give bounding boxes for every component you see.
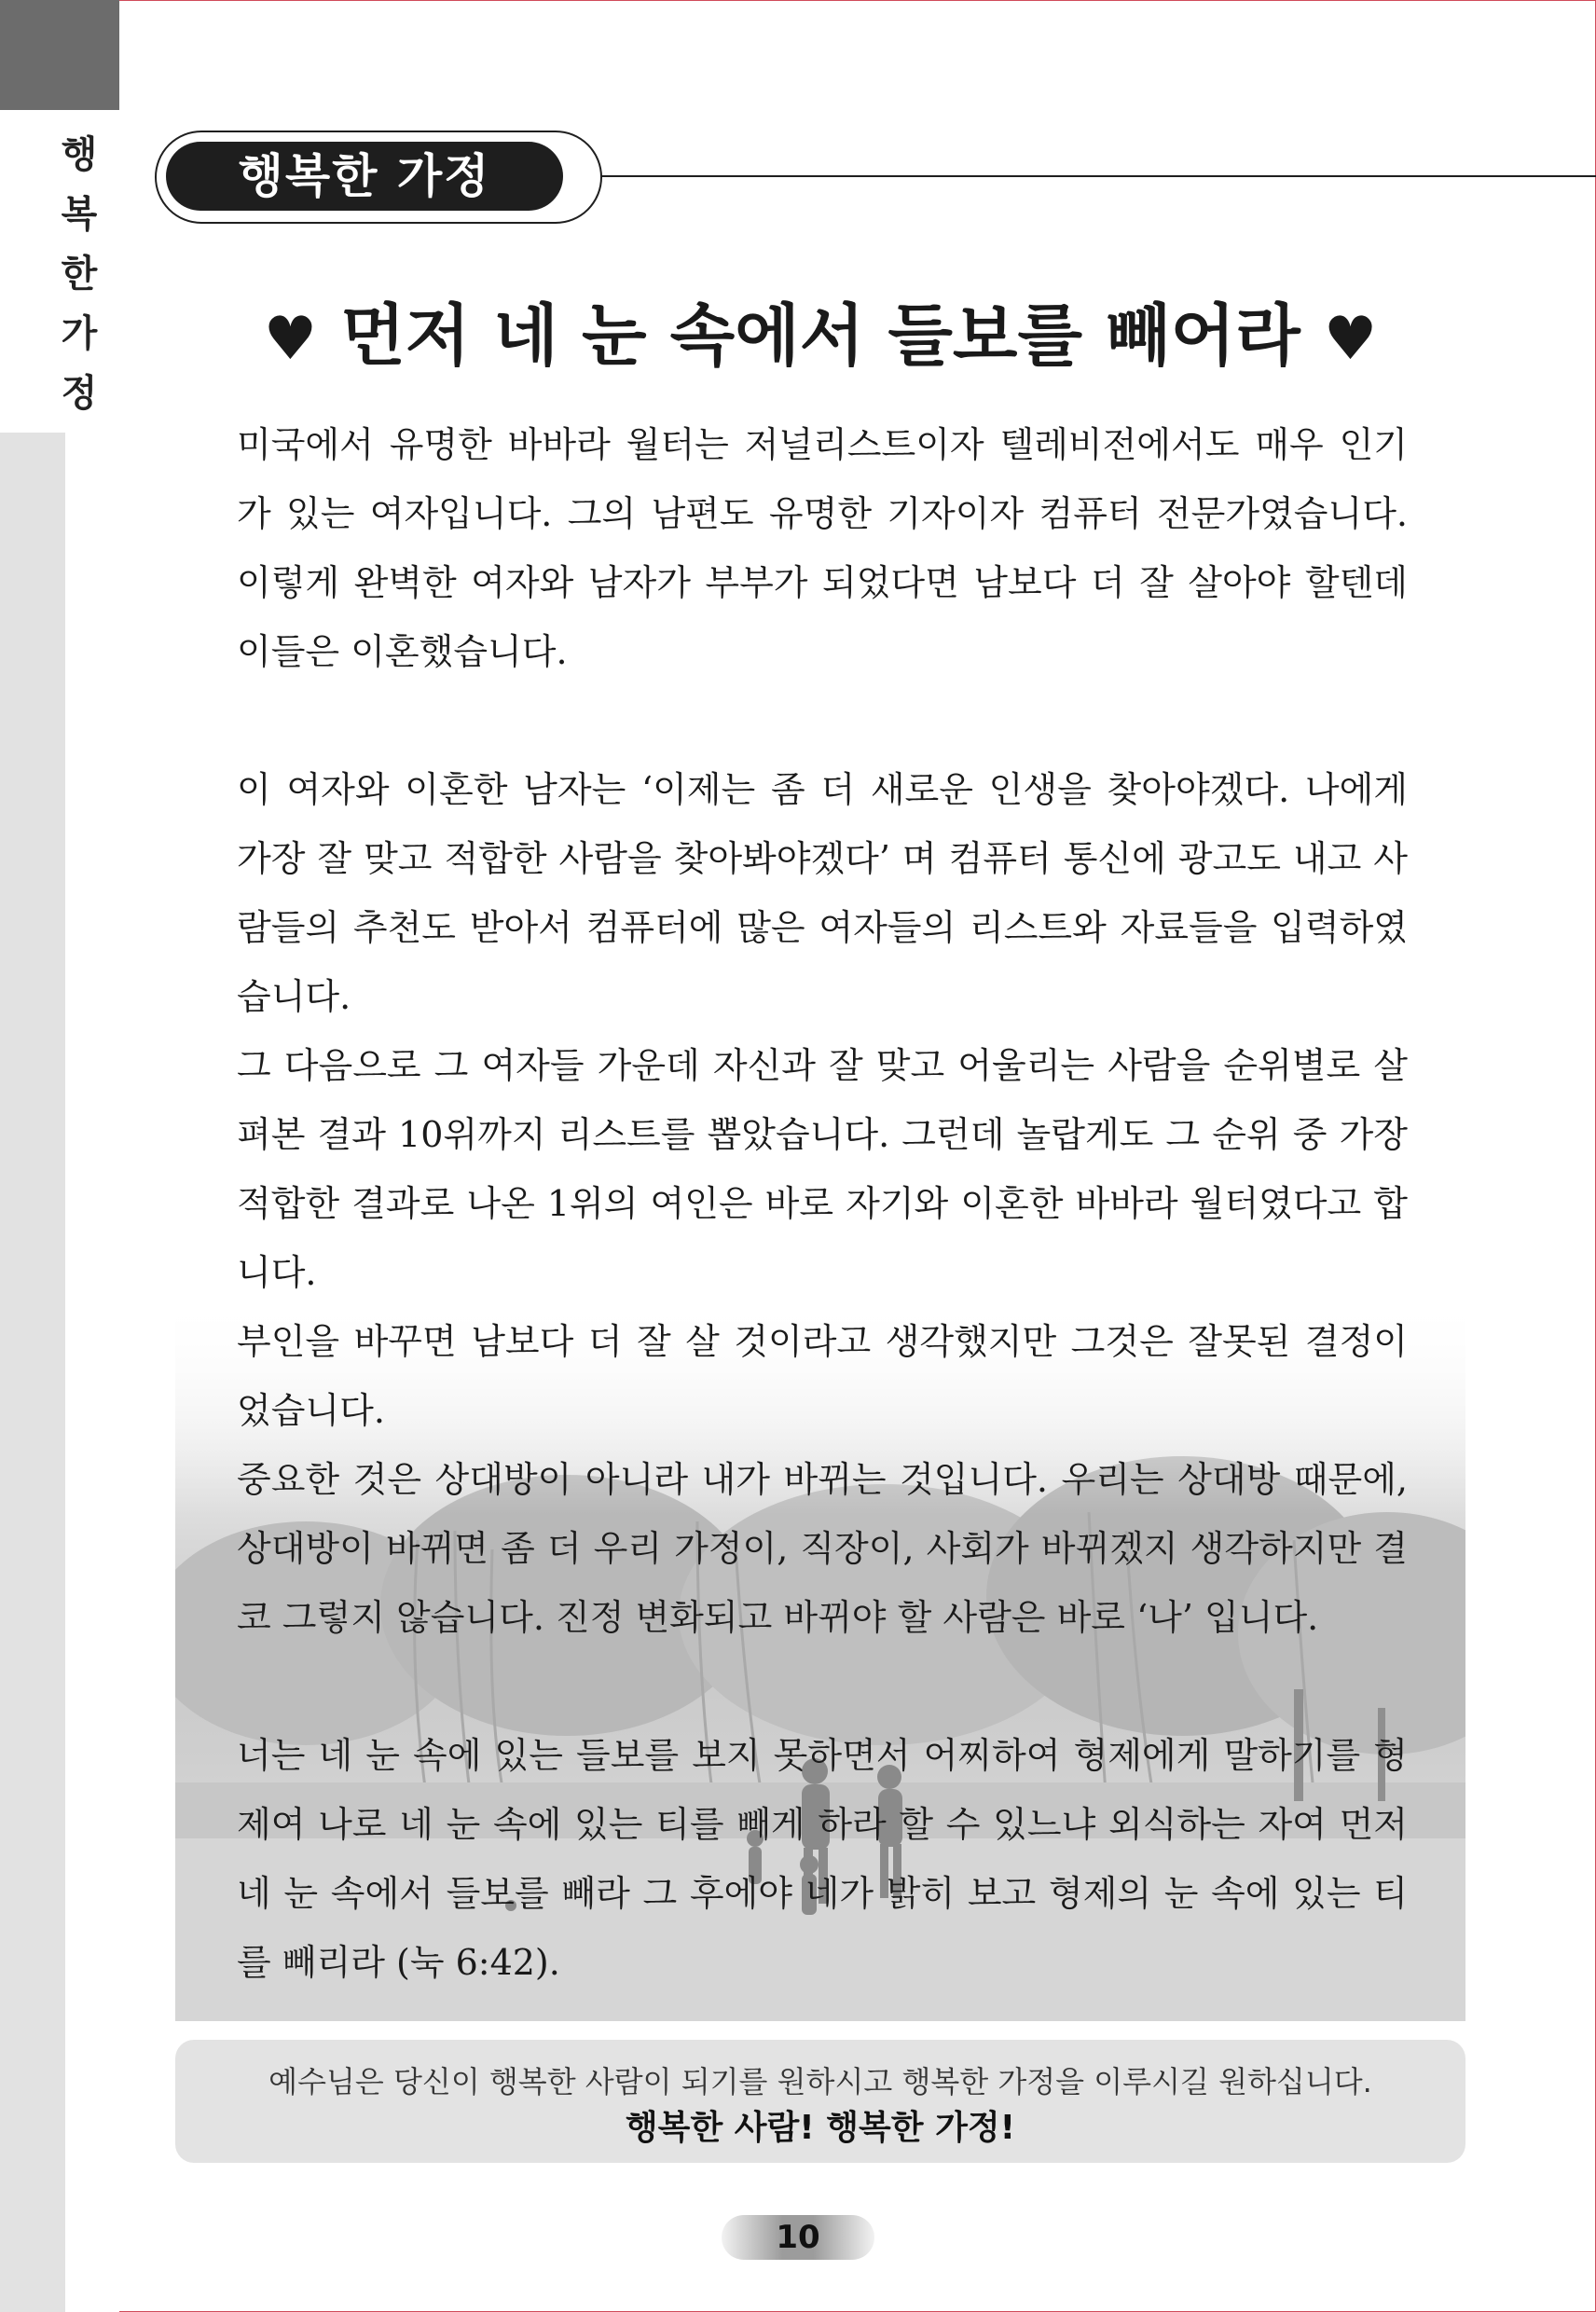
heart-icon-left: ♥ <box>263 305 318 374</box>
page-title <box>168 282 1473 378</box>
body-paragraph-1: 미국에서 유명한 바바라 월터는 저널리스트이자 텔레비전에서도 매우 인기가 있는 여자입니다. 그의 남편도 유명한 기자이자 컴퓨터 전문가였습니다. 이렇게 완벽한 여자와 남자가 부부가 되었다면 남보다 더 잘 살아야 할텐데 이들은 이혼했습니다. <box>237 424 1408 672</box>
header-rule <box>600 175 1596 177</box>
heart-icon-right: ♥ <box>1323 305 1378 374</box>
spine-top-block <box>0 0 119 110</box>
body-paragraph-2: 이 여자와 이혼한 남자는 ‘이제는 좀 더 새로운 인생을 찾아야겠다. 나에게 가장 잘 맞고 적합한 사람을 찾아봐야겠다’ 며 컴퓨터 통신에 광고도 내고 사람들의 추천도 받아서 컴퓨터에 많은 여자들의 리스트와 자료들을 입력하였습니다. <box>237 769 1408 1017</box>
footer-slogan: 행복한 사람! 행복한 가정! <box>625 2109 1016 2147</box>
spine-inner <box>65 433 119 2312</box>
page-number: 10 <box>722 2215 874 2260</box>
scripture-quote: 너는 네 눈 속에 있는 들보를 보지 못하면서 어찌하여 형제에게 말하기를 형제여 나로 네 눈 속에 있는 티를 빼게 하라 할 수 있느냐 외식하는 자여 먼저 네 눈 속에서 들보를 빼라 그 후에야 네가 밝히 보고 형제의 눈 속에 있는 티를 빼리라 (눅 6:42). <box>237 1735 1408 1983</box>
page-title-text: 먼저 네 눈 속에서 들보를 빼어라 <box>340 296 1300 375</box>
body-paragraph-4: 부인을 바꾸면 남보다 더 잘 살 것이라고 생각했지만 그것은 잘못된 결정이었습니다. <box>237 1321 1408 1431</box>
footer-message-box <box>175 2040 1465 2163</box>
sidebar-section-title: 행복한가정 <box>61 133 98 415</box>
footer-message: 예수님은 당신이 행복한 사람이 되기를 원하시고 행복한 가정을 이루시길 원하십니다. <box>268 2064 1372 2099</box>
paragraph-gap <box>237 1652 1408 1721</box>
header-section-label: 행복한 가정 <box>166 142 563 211</box>
article-body <box>237 410 1408 1997</box>
body-paragraph-3: 그 다음으로 그 여자들 가운데 자신과 잘 맞고 어울리는 사람을 순위별로 살펴본 결과 10위까지 리스트를 뽑았습니다. 그런데 놀랍게도 그 순위 중 가장 적합한 결과로 나온 1위의 여인은 바로 자기와 이혼한 바바라 월터였다고 합니다. <box>237 1045 1408 1293</box>
body-paragraph-5: 중요한 것은 상대방이 아니라 내가 바뀌는 것입니다. 우리는 상대방 때문에, 상대방이 바뀌면 좀 더 우리 가정이, 직장이, 사회가 바뀌겠지 생각하지만 결코 그렇지 않습니다. 진정 변화되고 바뀌야 할 사람은 바로 ‘나’ 입니다. <box>237 1459 1408 1638</box>
paragraph-gap <box>237 686 1408 755</box>
